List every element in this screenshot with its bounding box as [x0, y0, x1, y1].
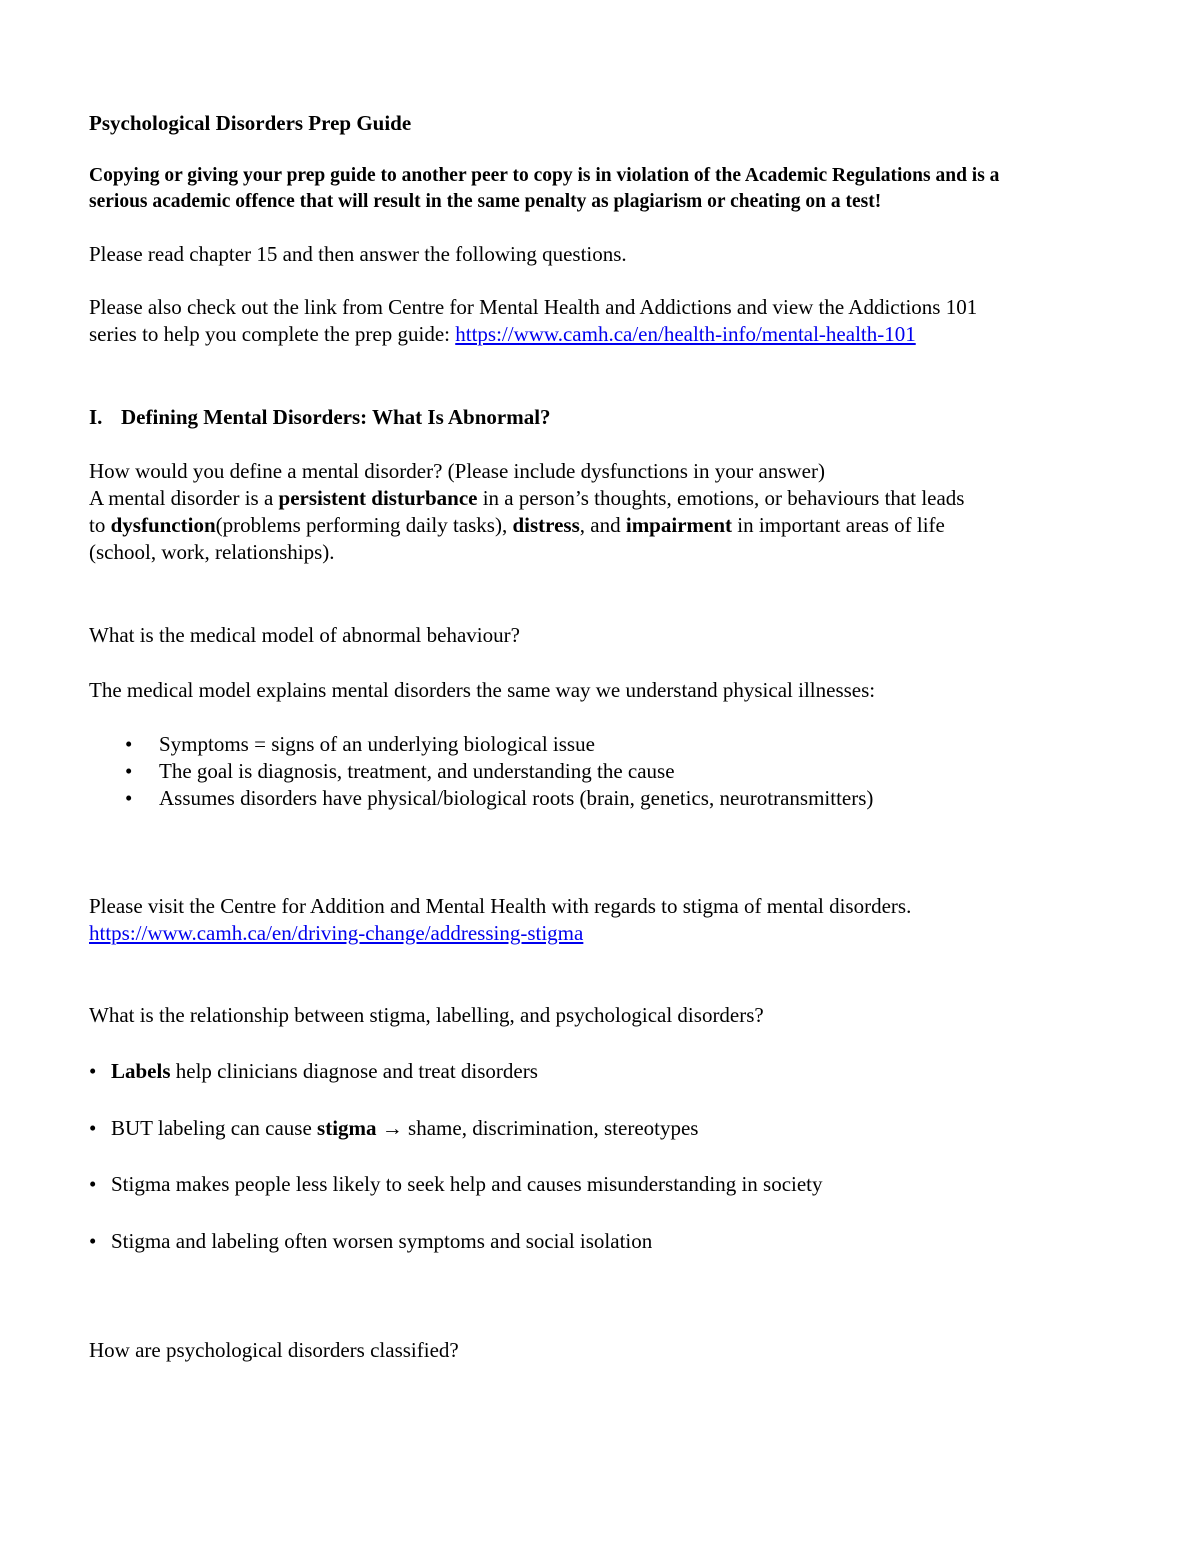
question-classification: How are psychological disorders classified?: [89, 1338, 459, 1362]
list-item: [89, 731, 873, 758]
answer-line-3: (school, work, relationships).: [89, 540, 335, 564]
bullet-dot-icon: •: [89, 1115, 97, 1140]
stigma-bullets: [89, 1058, 823, 1284]
list-item-text: help clinicians diagnose and treat disorders: [170, 1059, 538, 1083]
intro-text: Please read chapter 15 and then answer the following questions.: [89, 242, 627, 266]
answer-text: in important areas of life: [732, 513, 945, 537]
medical-model-bullets: [89, 731, 873, 812]
answer-text: to: [89, 513, 111, 537]
answer-bold-term: impairment: [625, 513, 733, 537]
stigma-note: [89, 893, 1119, 947]
list-item-text: Assumes disorders have physical/biological roots (brain, genetics, neurotransmitters): [159, 786, 874, 810]
document-title: Psychological Disorders Prep Guide: [89, 111, 412, 135]
list-item: [89, 1115, 823, 1142]
list-item-text: → shame, discrimination, stereotypes: [376, 1115, 699, 1140]
answer-line-1: [89, 485, 1119, 512]
answer-medical-model: The medical model explains mental disorders the same way we understand physical illnesses:: [89, 678, 876, 702]
list-item-text: The goal is diagnosis, treatment, and understanding the cause: [159, 759, 675, 783]
camh-mental-health-link[interactable]: https://www.camh.ca/en/health-info/mental-health-101: [455, 322, 916, 346]
bullet-dot-icon: •: [125, 732, 133, 756]
bullet-dot-icon: •: [89, 1228, 97, 1253]
camh-note-line-1: Please also check out the link from Centre for Mental Health and Addictions and view the Addictions 101: [89, 295, 978, 319]
question-medical-model: What is the medical model of abnormal behaviour?: [89, 623, 520, 647]
list-item-bold: Labels: [111, 1059, 171, 1083]
answer-bold-term: distress: [512, 513, 580, 537]
camh-note-line-2: [89, 321, 1119, 348]
bullet-dot-icon: •: [125, 759, 133, 783]
answer-line-2: [89, 512, 1119, 539]
stigma-note-text: Please visit the Centre for Addition and Mental Health with regards to stigma of mental disorders.: [89, 894, 912, 918]
warning-line-2: serious academic offence that will result in the same penalty as plagiarism or cheating on a test!: [89, 191, 882, 212]
list-item: [89, 1058, 823, 1085]
list-item-text: Symptoms = signs of an underlying biological issue: [159, 732, 595, 756]
section-number: I.: [89, 405, 103, 429]
camh-stigma-link[interactable]: https://www.camh.ca/en/driving-change/addressing-stigma: [89, 921, 584, 945]
answer-bold-term: dysfunction: [110, 513, 216, 537]
section-heading-text: Defining Mental Disorders: What Is Abnormal?: [121, 405, 551, 429]
answer-text: (problems performing daily tasks),: [215, 513, 513, 537]
list-item: [89, 1228, 823, 1255]
list-item: [89, 758, 873, 785]
answer-text: A mental disorder is a: [89, 486, 279, 510]
list-item-text: Stigma makes people less likely to seek help and causes misunderstanding in society: [111, 1172, 823, 1196]
list-item-text: BUT labeling can cause: [111, 1115, 318, 1140]
section-heading: [89, 404, 1119, 431]
bullet-dot-icon: •: [89, 1059, 97, 1083]
answer-text: in a person’s thoughts, emotions, or behaviours that leads: [477, 486, 965, 510]
stigma-link-line: [89, 920, 1119, 947]
academic-warning: [89, 163, 1119, 215]
list-item: [89, 785, 873, 812]
answer-define-disorder: [89, 485, 1119, 566]
answer-text: , and: [579, 513, 626, 537]
bullet-dot-icon: •: [125, 786, 133, 810]
warning-line-1: Copying or giving your prep guide to another peer to copy is in violation of the Academic Regulations and is a: [89, 165, 1000, 186]
camh-note-prefix: series to help you complete the prep guide:: [89, 322, 456, 346]
list-item-bold: stigma: [317, 1115, 377, 1140]
list-item-text: Stigma and labeling often worsen symptoms and social isolation: [111, 1228, 653, 1253]
list-item: [89, 1171, 823, 1198]
answer-bold-term: persistent disturbance: [278, 486, 478, 510]
bullet-dot-icon: •: [89, 1172, 97, 1196]
question-stigma-labelling: What is the relationship between stigma, labelling, and psychological disorders?: [89, 1003, 764, 1027]
question-define-disorder: How would you define a mental disorder? (Please include dysfunctions in your answer): [89, 459, 825, 483]
camh-note: [89, 294, 1119, 348]
